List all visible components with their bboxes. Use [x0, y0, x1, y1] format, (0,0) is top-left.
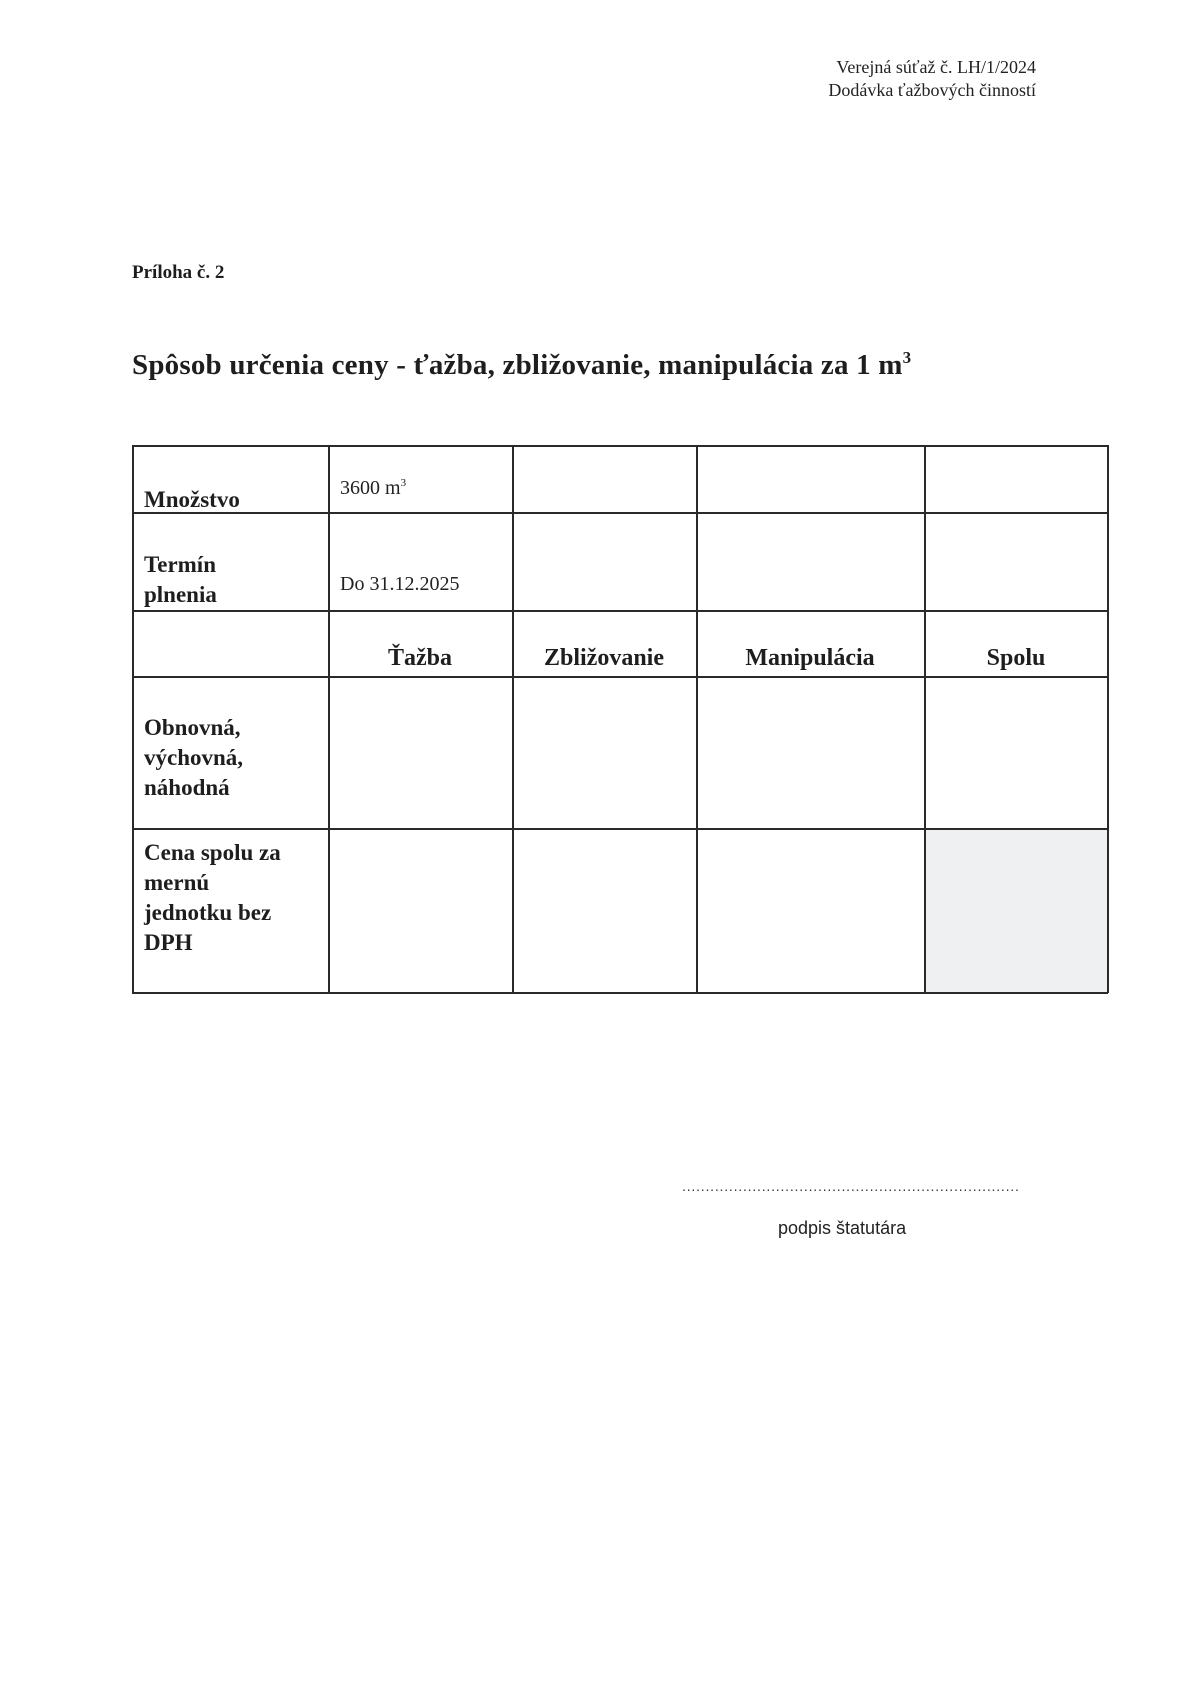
quantity-superscript: 3 [400, 477, 407, 489]
felling-type-line: výchovná, [144, 745, 244, 770]
competition-number: Verejná súťaž č. LH/1/2024 [836, 57, 1036, 77]
term-label [144, 550, 217, 610]
table-col-divider [512, 445, 514, 993]
title-superscript: 3 [902, 348, 912, 367]
document-title [132, 348, 911, 382]
total-price-line: jednotku bez [144, 900, 272, 925]
term-label-line: Termín [144, 552, 216, 577]
table-border-left [132, 445, 134, 993]
total-price-line: mernú [144, 870, 210, 895]
term-value: Do 31.12.2025 [340, 573, 460, 595]
annex-label: Príloha č. 2 [132, 262, 225, 283]
table-col-divider [328, 445, 330, 993]
price-table [132, 445, 1108, 993]
table-col-divider [696, 445, 698, 993]
table-row-divider [132, 676, 1108, 678]
total-price-line: Cena spolu za [144, 840, 281, 865]
signature-label: podpis štatutára [778, 1218, 907, 1238]
column-header-spolu: Spolu [986, 645, 1046, 671]
felling-type-line: Obnovná, [144, 715, 241, 740]
document-header [828, 56, 1036, 102]
table-row-divider [132, 828, 1108, 830]
quantity-label: Množstvo [144, 487, 240, 512]
competition-subject: Dodávka ťažbových činností [828, 80, 1036, 100]
felling-type-line: náhodná [144, 775, 230, 800]
table-col-divider [924, 445, 926, 993]
table-row-divider [132, 512, 1108, 514]
table-border-top [132, 445, 1108, 447]
shaded-cell [926, 828, 1108, 993]
signature-line: ........................................................................ [682, 1178, 1020, 1194]
table-border-right [1107, 445, 1109, 993]
term-label-line: plnenia [144, 582, 217, 607]
quantity-number: 3600 m [340, 477, 401, 499]
total-price-label [144, 838, 281, 958]
total-price-line: DPH [144, 930, 193, 955]
felling-type-label [144, 713, 243, 803]
column-header-zblizovanie: Zbližovanie [543, 645, 664, 671]
table-row-divider [132, 610, 1108, 612]
quantity-value [340, 477, 406, 500]
table-border-bottom [132, 992, 1108, 994]
column-header-tazba: Ťažba [387, 645, 452, 671]
column-header-manipulacia: Manipulácia [745, 645, 875, 671]
title-text: Spôsob určenia ceny - ťažba, zbližovanie, manipulácia za 1 m [132, 349, 903, 381]
